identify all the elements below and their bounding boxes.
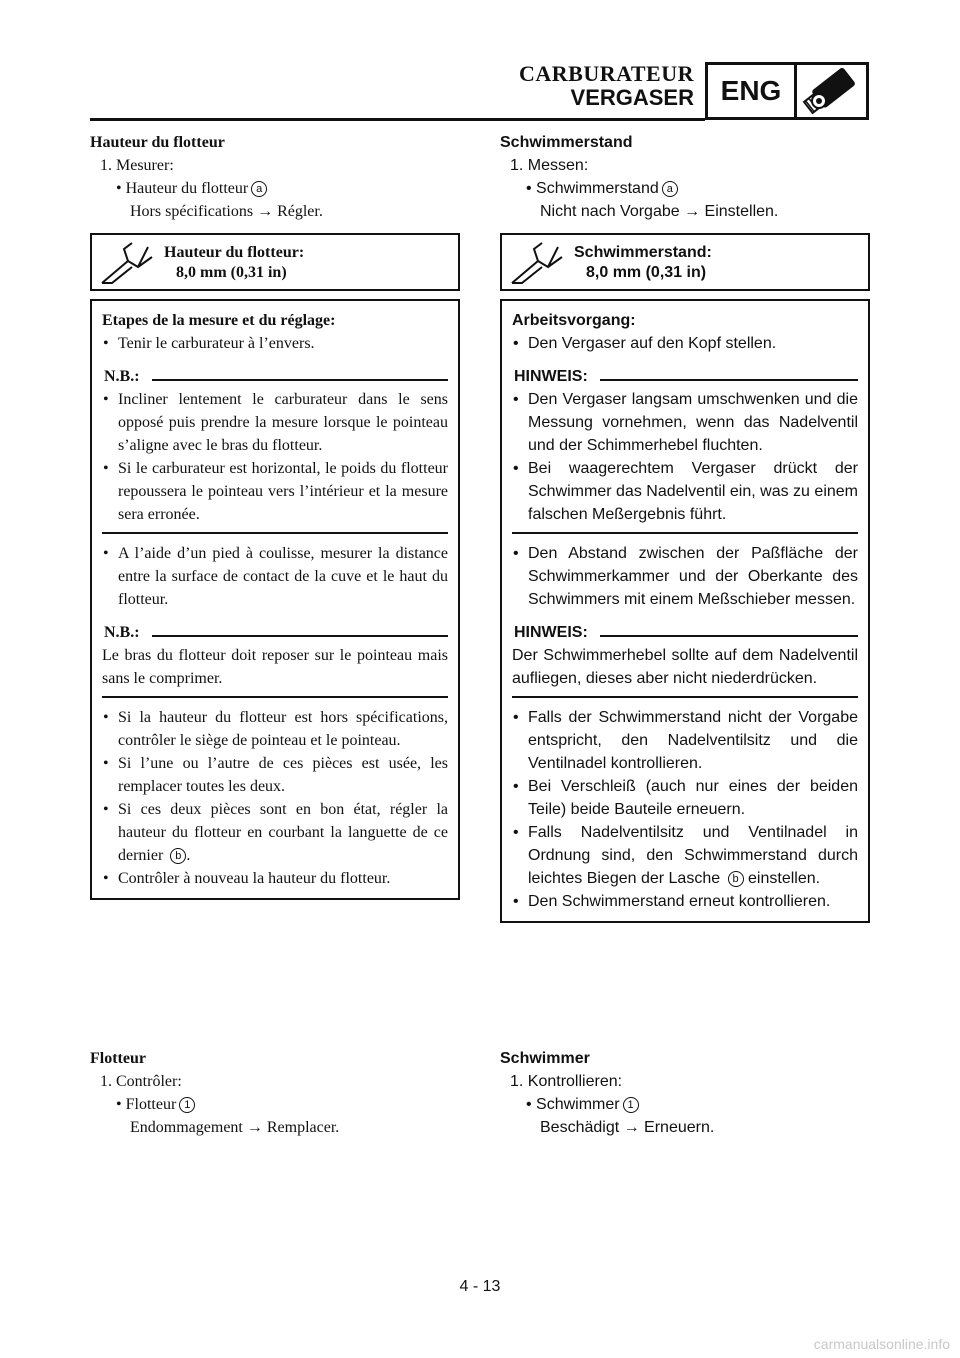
note-header	[102, 365, 448, 388]
bullet: • Den Abstand zwischen der Paßfläche der Schwimmerkammer und der Oberkante des Schwimmers mit einem Meßschieber messen.	[512, 542, 858, 611]
item-text: Hauteur du flotteur	[125, 180, 249, 197]
german-column	[500, 128, 870, 923]
ref-mark: a	[251, 181, 267, 197]
note-text: Der Schwimmerhebel sollte auf dem Nadelventil aufliegen, dieses aber nicht niederdrücken.	[512, 647, 858, 687]
check-item: • Hauteur du flotteur a	[90, 177, 460, 200]
section-title: Schwimmerstand	[500, 134, 633, 151]
french-column	[90, 128, 460, 900]
action-line: Nicht nach Vorgabe → Einstellen.	[540, 203, 779, 220]
procedure-heading: Etapes de la mesure et du réglage:	[102, 312, 336, 329]
spec-text	[164, 243, 304, 283]
bullet: • Contrôler à nouveau la hauteur du flotteur.	[102, 867, 448, 890]
item-text: Schwimmerstand	[536, 180, 659, 197]
eng-label: ENG	[708, 65, 797, 117]
bullet: • Falls der Schwimmerstand nicht der Vorgabe entspricht, den Nadelventilsitz und die Ventilnadel kontrollieren.	[512, 706, 858, 775]
ref-mark: b	[170, 848, 186, 864]
step-line: 1. Kontrollieren:	[510, 1073, 623, 1090]
note-header	[512, 365, 858, 388]
action-line: Beschädigt → Erneuern.	[540, 1119, 715, 1136]
ref-mark: 1	[179, 1097, 195, 1113]
spec-value: 8,0 mm (0,31 in)	[176, 264, 287, 281]
spec-box	[90, 233, 460, 291]
ref-mark: 1	[623, 1097, 639, 1113]
header-title-de: VERGASER	[570, 85, 694, 110]
separator	[512, 696, 858, 698]
separator	[102, 696, 448, 698]
spec-text	[574, 243, 712, 283]
item-text: Schwimmer	[536, 1096, 620, 1113]
spec-label: Schwimmerstand:	[574, 244, 712, 261]
note-rule	[600, 379, 858, 381]
procedure-box	[90, 299, 460, 900]
item-text: Flotteur	[125, 1096, 177, 1113]
bullet: • Si le carburateur est horizontal, le poids du flotteur repoussera le pointeau vers l’intérieur et la mesure sera erronée.	[102, 457, 448, 526]
note-rule	[600, 635, 858, 637]
section-title: Hauteur du flotteur	[90, 134, 225, 151]
check-item: • Schwimmerstand a	[500, 177, 870, 200]
spec-box	[500, 233, 870, 291]
procedure-box	[500, 299, 870, 923]
float-section-fr	[90, 1044, 460, 1139]
bullet	[512, 821, 858, 890]
ref-mark: a	[662, 181, 678, 197]
bullet: • Incliner lentement le carburateur dans le sens opposé puis prendre la mesure lorsque le pointeau s’aligne avec le bras du flotteur.	[102, 388, 448, 457]
bullet: • Bei Verschleiß (auch nur eines der beiden Teile) beide Bauteile erneuern.	[512, 775, 858, 821]
bullet: • Den Schwimmerstand erneut kontrollieren.	[512, 890, 858, 913]
wrench-spec-icon	[508, 239, 566, 287]
note-label: N.B.:	[104, 624, 140, 641]
bullet	[102, 798, 448, 867]
page-number: 4 - 13	[459, 1278, 501, 1295]
note-header	[102, 621, 448, 644]
header-title-fr: CARBURATEUR	[519, 61, 694, 86]
bullet-text-end: einstellen.	[748, 870, 821, 887]
note-label: HINWEIS:	[514, 624, 588, 641]
bullet-text: Falls Nadelventilsitz und Ventilnadel in Ordnung sind, den Schwimmerstand durch leichtes Biegen der Lasche	[528, 824, 858, 887]
bullet-text: Si ces deux pièces sont en bon état, régler la hauteur du flotteur en courbant la languette de ce dernier	[118, 801, 448, 864]
bullet: • A l’aide d’un pied à coulisse, mesurer la distance entre la surface de contact de la cuve et le haut du flotteur.	[102, 542, 448, 611]
bullet: • Den Vergaser auf den Kopf stellen.	[512, 332, 858, 355]
spec-value: 8,0 mm (0,31 in)	[586, 264, 707, 281]
note-rule	[152, 635, 448, 637]
action-line: Hors spécifications → Régler.	[130, 203, 323, 220]
action-line: Endommagement → Remplacer.	[130, 1119, 340, 1136]
ref-mark: b	[728, 871, 744, 887]
section-title: Schwimmer	[500, 1050, 590, 1067]
watermark[interactable]: carmanualsonline.info	[813, 1336, 950, 1352]
bullet: • Den Vergaser langsam umschwenken und die Messung vornehmen, wenn das Nadelventil und der Schimmerhebel fluchten.	[512, 388, 858, 457]
step-line: 1. Contrôler:	[100, 1073, 182, 1090]
engine-tool-icon	[797, 65, 866, 117]
wrench-spec-icon	[98, 239, 156, 287]
spec-label: Hauteur du flotteur:	[164, 244, 305, 261]
step-line: 1. Mesurer:	[100, 157, 174, 174]
eng-badge	[705, 62, 869, 120]
note-rule	[152, 379, 448, 381]
note-label: HINWEIS:	[514, 368, 588, 385]
section-title: Flotteur	[90, 1050, 146, 1067]
note-header	[512, 621, 858, 644]
procedure-heading: Arbeitsvorgang:	[512, 312, 636, 329]
bullet: • Bei waagerechtem Vergaser drückt der Schwimmer das Nadelventil ein, was zu einem falschen Meßergebnis führt.	[512, 457, 858, 526]
separator	[102, 532, 448, 534]
bullet: • Tenir le carburateur à l’envers.	[102, 332, 448, 355]
note-text: Le bras du flotteur doit reposer sur le pointeau mais sans le comprimer.	[102, 647, 448, 687]
bullet-text-end: .	[186, 847, 191, 864]
separator	[512, 532, 858, 534]
float-section-de	[500, 1044, 870, 1139]
check-item: • Schwimmer 1	[500, 1093, 870, 1116]
check-item: • Flotteur 1	[90, 1093, 460, 1116]
header-rule	[90, 118, 705, 121]
step-line: 1. Messen:	[510, 157, 589, 174]
bullet: • Si la hauteur du flotteur est hors spécifications, contrôler le siège de pointeau et le pointeau.	[102, 706, 448, 752]
bullet: • Si l’une ou l’autre de ces pièces est usée, les remplacer toutes les deux.	[102, 752, 448, 798]
note-label: N.B.:	[104, 368, 140, 385]
